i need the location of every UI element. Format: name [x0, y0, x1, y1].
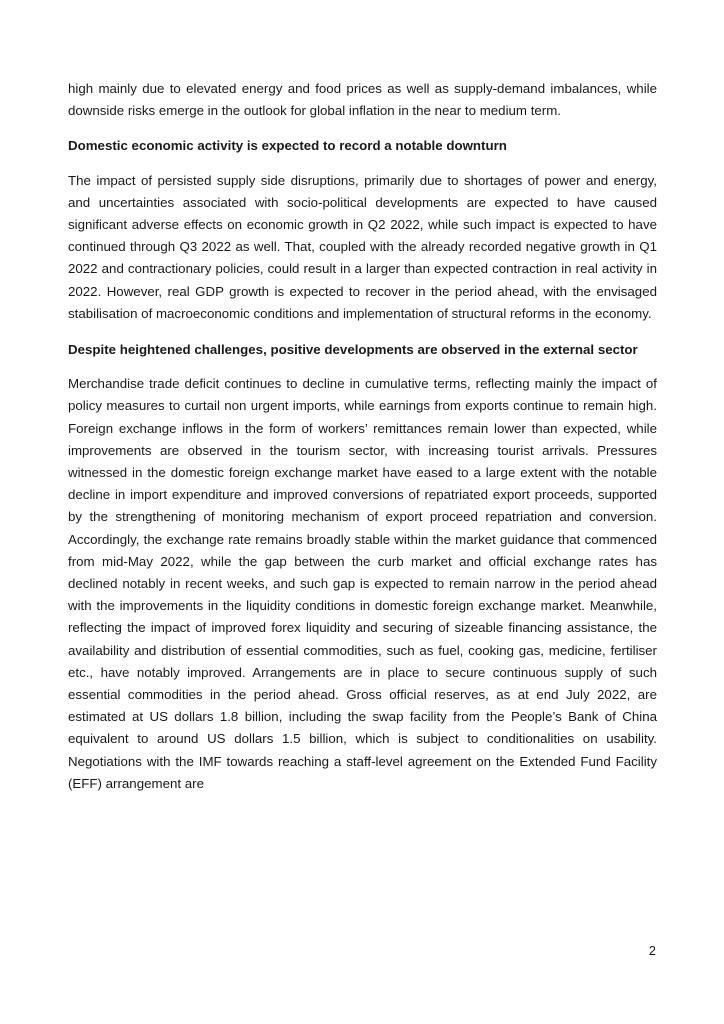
document-page: [68, 78, 657, 795]
section-body-domestic-activity: The impact of persisted supply side disruptions, primarily due to shortages of power and energy, and uncertainties associated with socio-political developments are expected to have caused significant adverse effects on economic growth in Q2 2022, while such impact is expected to have continued through Q3 2022 as well. That, coupled with the already recorded negative growth in Q1 2022 and contractionary policies, could result in a larger than expected contraction in real activity in 2022. However, real GDP growth is expected to recover in the period ahead, with the envisaged stabilisation of macroeconomic conditions and implementation of structural reforms in the economy.: [68, 172, 657, 321]
section-heading-domestic-activity: Domestic economic activity is expected to record a notable downturn: [68, 138, 507, 154]
intro-paragraph: high mainly due to elevated energy and food prices as well as supply-demand imbalances, while downside risks emerge in the outlook for global inflation in the near to medium term.: [68, 81, 657, 119]
page-number: 2: [648, 943, 656, 958]
section-heading-external-sector: Despite heightened challenges, positive developments are observed in the external sector: [68, 342, 638, 358]
section-body-external-sector: Merchandise trade deficit continues to decline in cumulative terms, reflecting mainly the impact of policy measures to curtail non urgent imports, while earnings from exports continue to remain high. Foreign exchange inflows in the form of workers’ remittances remain lower than expected, while improvements are observed in the tourism sector, with increasing tourist arrivals. Pressures witnessed in the domestic foreign exchange market have eased to a large extent with the notable decline in import expenditure and improved conversions of repatriated export proceeds, supported by the strengthening of monitoring mechanism of export proceed repatriation and conversion. Accordingly, the exchange rate remains broadly stable within the market guidance that commenced from mid-May 2022, while the gap between the curb market and official exchange rates has declined notably in recent weeks, and such gap is expected to remain narrow in the period ahead with the improvements in the liquidity conditions in domestic foreign exchange market. Meanwhile, reflecting the impact of improved forex liquidity and securing of sizeable financing assistance, the availability and distribution of essential commodities, such as fuel, cooking gas, medicine, fertiliser etc., have notably improved. Arrangements are in place to secure continuous supply of such essential commodities in the period ahead. Gross official reserves, as at end July 2022, are estimated at US dollars 1.8 billion, including the swap facility from the People’s Bank of China equivalent to around US dollars 1.5 billion, which is subject to conditionalities on usability. Negotiations with the IMF towards reaching a staff-level agreement on the Extended Fund Facility (EFF) arrangement are: [68, 376, 657, 791]
